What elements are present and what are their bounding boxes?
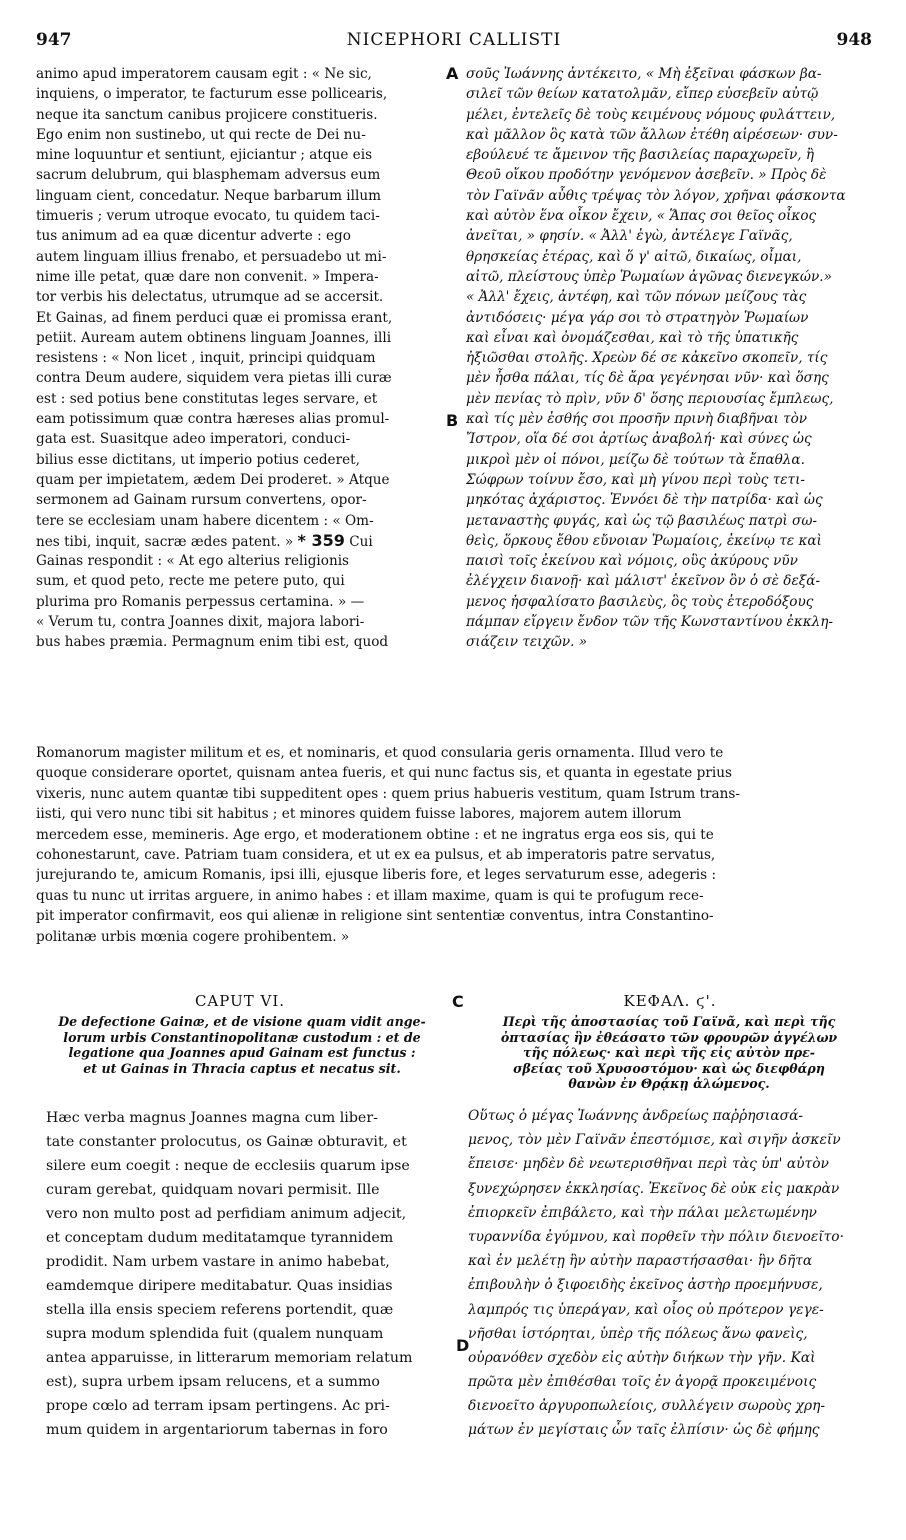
latin-top-line: gata est. Suasitque adeo imperatori, conduci- [36, 431, 351, 448]
latin-top-line: nime ille petat, quæ dare non convenit. » Impera- [36, 268, 379, 285]
latin-full-line: iisti, qui vero nunc tibi sit habitus ; et minores quidem fuisse labores, majorem autem illorum [36, 806, 682, 823]
latin-bottom-line: curam gerebat, quidquam novari permisit. Ille [46, 1182, 380, 1198]
margin-letter-a: A [446, 64, 459, 83]
chapter-summary-greek-line: ὀπτασίας ἣν ἐθεάσατο τῶν φρουρῶν ἀγγέλων [500, 1029, 838, 1045]
greek-top-line: Θεοῦ οἴκου προδότην γενόμενον ἀσεβεῖν. » Πρὸς δὲ [466, 167, 827, 184]
margin-letter-c: C [452, 992, 464, 1011]
latin-top-line: tus animum ad ea quæ dicentur adverte : ego [36, 228, 351, 245]
greek-top-line: μικροὶ μὲν οἱ πόνοι, μείζω δὲ τούτων τὰ ἔπαθλα. [466, 451, 805, 468]
latin-top-line: sum, et quod peto, recte me petere puto, qui [36, 573, 345, 590]
latin-top-line: resistens : « Non licet , inquit, principi quidquam [36, 350, 376, 367]
greek-top-line: αἰτῶ, πλείστους ὑπὲρ Ῥωμαίων ἀγῶνας διενεγκών.» [466, 268, 832, 285]
greek-bottom-line: ἐπιβουλὴν ὁ ξιφοειδὴς ἐκεῖνος ἀστὴρ προεμήνυσε, [468, 1277, 823, 1294]
latin-top-line: linguam cient, concedatur. Neque barbarum illum [36, 187, 381, 204]
latin-top-line: neque ita sanctum canibus projicere constitueris. [36, 106, 378, 123]
chapter-summary-latin-line: De defectione Gainæ, et de visione quam vidit ange- [58, 1014, 426, 1029]
latin-bottom-line: antea apparuisse, in litterarum memoriam relatum [46, 1350, 413, 1366]
latin-bottom-line: supra modum splendida fuit (qualem nunquam [46, 1326, 384, 1342]
latin-top-line: eam potissimum quæ contra hæreses alias promul- [36, 411, 390, 428]
latin-top-line: animo apud imperatorem causam egit : « Ne sic, [36, 66, 372, 82]
greek-top-line: « Ἀλλ' ἔχεις, ἀντέφη, καὶ τῶν πόνων μείζους τὰς [466, 289, 807, 306]
latin-full-line: pit imperator confirmavit, eos qui alienæ in religione sint sententiæ conventus, intra Constantino- [36, 908, 714, 925]
latin-top-line: est : sed potius bene constitutas leges servare, et [36, 390, 378, 407]
latin-top-line: tere se ecclesiam unam habere dicentem : « Om- [36, 512, 374, 529]
greek-bottom-line: μάτων ἐν μεγίσταις ὧν ταῖς ἐλπίσιν· ὡς δὲ φήμης [468, 1422, 820, 1439]
chapter-summary-greek-line: τῆς πόλεως· καὶ περὶ τῆς εἰς αὐτὸν πρε- [523, 1045, 815, 1061]
greek-bottom-line: τυραννίδα ἐγύμνου, καὶ πορθεῖν τὴν πόλιν διενοεῖτο· [468, 1228, 844, 1245]
latin-bottom-line: stella illa ensis speciem referens portendit, quæ [46, 1302, 394, 1318]
latin-top-line: petiit. Auream autem obtinens linguam Joannes, illi [36, 329, 392, 346]
latin-line-tail: Cui [344, 533, 373, 550]
chapter-summary-latin [36, 1014, 448, 1076]
greek-top-line: τὸν Γαϊνᾶν αὖθις τρέψας τὸν λόγον, χρῆναι φάσκοντα [466, 187, 846, 204]
greek-column-top [466, 64, 870, 653]
greek-top-line: μὲν πενίας τὸ πρὶν, νῦν δ' ὅσης περιουσίας ἔμπλεως, [466, 390, 834, 407]
greek-bottom-line: λαμπρός τις ὑπεράγαν, καὶ οἷος οὐ πρότερον γεγε- [468, 1301, 824, 1318]
latin-bottom-line: prope cœlo ad terram ipsam pertingens. Ac pri- [46, 1398, 390, 1414]
running-title: NICEPHORI CALLISTI [346, 30, 562, 50]
latin-full-line: Romanorum magister militum et es, et nominaris, et quod consularia geris ornamenta. Illud vero te [36, 745, 724, 761]
greek-top-line: μὲν ἦσθα πάλαι, τίς δὲ ἄρα γεγένησαι νῦν· καὶ ὅσης [466, 370, 829, 387]
greek-bottom-line: ἐπιορκεῖν ἐπιβάλετο, καὶ τὴν πάλαι μελετωμένην [468, 1204, 817, 1221]
latin-column-top [36, 64, 444, 653]
greek-top-line: Ἴστρον, οἵα δέ σοι ἀρτίως ἀναβολή· καὶ σύνες ὡς [466, 431, 812, 448]
chapter-summary-latin-line: legatione qua Joannes apud Gainam est functus : [68, 1045, 416, 1061]
greek-top-line: μέλει, ἐντελεῖς δὲ τοὺς κειμένους νόμους φυλάττειν, [466, 106, 836, 123]
greek-top-line: πάμπαν εἴργειν ἔνδον τῶν τῆς Κωνσταντίνου ἐκκλη- [466, 614, 834, 631]
chapter-summary-greek-line: σβείας τοῦ Χρυσοστόμου· καὶ ὡς διεφθάρη [513, 1060, 825, 1076]
greek-bottom-line: οὐρανόθεν σχεδὸν εἰς αὐτὴν διήκων τὴν γῆν. Καὶ [468, 1349, 816, 1366]
greek-top-line: μηκότας ἀχάριστος. Ἐννόει δὲ τὴν πατρίδα· καὶ ὡς [466, 492, 823, 509]
latin-top-line: timueris ; verum utroque evocato, tu quidem taci- [36, 208, 380, 225]
latin-bottom-line: tate constanter prolocutus, os Gainæ obturavit, et [46, 1134, 407, 1150]
greek-top-line: Σώφρων τοίνυν ἔσο, καὶ μὴ γίνου περὶ τοὺς τετι- [466, 471, 805, 488]
latin-bottom-line: Hæc verba magnus Joannes magna cum liber- [46, 1110, 378, 1126]
latin-top-line: mine loquuntur et sentiunt, ejiciantur ; atque eis [36, 147, 373, 164]
page-number-right: 948 [836, 30, 872, 50]
latin-top-line: bilius esse dictitans, ut imperio potius cederet, [36, 451, 360, 468]
greek-top-line: ἀντιδόσεις· μέγα γάρ σοι τὸ στρατηγὸν Ῥωμαίων [466, 309, 809, 326]
greek-top-line: εβούλευέ τε ἄμεινον τῆς βασιλείας παραχωρεῖν, ἢ [466, 147, 815, 164]
greek-top-line: μεταναστὴς φυγάς, καὶ ὡς τῷ βασιλέως πατρὶ σω- [466, 512, 817, 529]
greek-bottom-line: πρῶτα μὲν ἐπιθέσθαι τοῖς ἐν ἀγορᾷ προκειμένοις [468, 1374, 817, 1391]
chapter-summary-greek-line: Περὶ τῆς ἀποστασίας τοῦ Γαϊνᾶ, καὶ περὶ τῆς [502, 1014, 836, 1029]
latin-top-line: contra Deum audere, siquidem vera pietas illi curæ [36, 370, 392, 387]
latin-bottom-line: est), supra urbem ipsam relucens, et a summo [46, 1374, 380, 1390]
latin-full-width-text [36, 743, 872, 947]
chapter-summary-greek [466, 1014, 872, 1092]
latin-top-line: quam per impietatem, ædem Dei proderet. » Atque [36, 471, 390, 488]
greek-bottom-line: διενοεῖτο ἀργυροπωλείοις, συλλέγειν σωροὺς χρη- [468, 1398, 826, 1415]
greek-top-line: θρησκείας ἑτέρας, καὶ ὅ γ' αἰτῶ, δικαίως, οἶμαι, [466, 248, 802, 265]
latin-full-line: quas tu nunc ut irritas arguere, in animo habes : et illam maxime, quam is qui te profugum rece- [36, 887, 704, 904]
latin-bottom-line: prodidit. Nam urbem vastare in animo habebat, [46, 1254, 390, 1270]
greek-top-line: ἐλέγχειν διανοῇ· καὶ μάλιστ' ἐκεῖνον ὃν ὁ σὲ δεξά- [466, 573, 821, 590]
margin-letter-b: B [446, 411, 459, 430]
chapter-heading-latin: CAPUT VI. [194, 992, 286, 1010]
latin-bottom-line: et conceptam dudum meditatamque tyrannidem [46, 1230, 394, 1246]
greek-bottom-line: καὶ ἐν μελέτῃ ἣν αὐτὴν παραστήσασθαι· ἣν δῆτα [468, 1253, 813, 1270]
greek-bottom-line: μενος, τὸν μὲν Γαϊνᾶν ἐπεστόμισε, καὶ σιγῆν ἀσκεῖν [468, 1132, 841, 1149]
page-marker-359: * 359 [297, 530, 345, 550]
greek-top-line: ἠξιῶσθαι στολῆς. Χρεὼν δέ σε κἀκεῖνο σκοπεῖν, τίς [466, 350, 828, 367]
latin-column-bottom [46, 1106, 446, 1442]
latin-full-line: cohonestarunt, cave. Patriam tuam considera, et ut ex ea pulsus, et ab imperatoris patre servatus, [36, 846, 716, 863]
latin-top-line: Et Gainas, ad finem perduci quæ ei promissa erant, [36, 309, 393, 326]
greek-top-line: καὶ αὐτὸν ἕνα οἶκον ἔχειν, « Ἅπας σοι θεῖος οἶκος [466, 208, 817, 225]
greek-top-line: μενος ἠσφαλίσατο βασιλεὺς, ὃς τοὺς ἑτεροδόξους [466, 593, 814, 610]
greek-bottom-line: ἔπεισε· μηδὲν δὲ νεωτερισθῆναι περὶ τὰς ὑπ' αὐτὸν [468, 1156, 829, 1173]
latin-full-line: vixeris, nunc autem quantæ tibi suppeditent opes : quem prius habueris vestitum, quam Istrum trans- [36, 785, 740, 802]
latin-top-line: sermonem ad Gainam rursum convertens, opor- [36, 492, 367, 509]
greek-top-line: σοῦς Ἰωάννης ἀντέκειτο, « Μὴ ἐξεῖναι φάσκων βα- [466, 66, 822, 82]
running-header [36, 30, 872, 54]
latin-bottom-line: silere eum coegit : neque de ecclesiis quarum ipse [46, 1158, 410, 1174]
latin-top-line: Gainas respondit : « At ego alterius religionis [36, 553, 350, 570]
latin-full-line: jurejurando te, amicum Romanis, ipsi illi, ejusque liberis fore, et leges servaturum esse, adegeris : [36, 867, 717, 884]
margin-letter-d: D [456, 1336, 470, 1355]
latin-bottom-line: mum quidem in argentariorum tabernas in foro [46, 1422, 388, 1438]
latin-top-line: nes tibi, inquit, sacræ ædes patent. » * 359 Cui [36, 530, 373, 550]
latin-top-line: inquiens, o imperator, te facturum esse pollicearis, [36, 86, 388, 103]
latin-top-line: sacrum delubrum, qui blasphemam adversus eum [36, 167, 381, 184]
latin-bottom-line: vero non multo post ad perfidiam animum adjecit, [46, 1206, 407, 1222]
chapter-summary-greek-line: θανὼν ἐν Θρᾴκῃ ἁλώμενος. [568, 1076, 770, 1092]
latin-top-line: plurima pro Romanis perpessus certamina. » — [36, 593, 365, 610]
latin-top-line: Ego enim non sustinebo, ut qui recte de Dei nu- [36, 126, 366, 143]
latin-top-line: « Verum tu, contra Joannes dixit, majora labori- [36, 614, 365, 631]
greek-bottom-line: νῆσθαι ἱστόρηται, ὑπὲρ τῆς πόλεως ἄνω φανεὶς, [468, 1325, 808, 1342]
latin-full-line: quoque considerare oportet, quisnam antea fueris, et qui nunc factus sis, et quanta in egestate prius [36, 765, 732, 782]
greek-top-line: καὶ τίς μὲν ἐσθής σοι προσῆν πρινὴ διαβῆναι τὸν [466, 411, 808, 428]
greek-top-line: θεὶς, ὅρκους ἔθου εὔνοιαν Ῥωμαίοις, ἐκείνῳ τε καὶ [466, 532, 822, 549]
greek-column-bottom [468, 1104, 872, 1443]
greek-bottom-line: Οὕτως ὁ μέγας Ἰωάννης ἀνδρείως παῤῥησιασά- [468, 1108, 804, 1124]
greek-bottom-line: ξυνεχώρησεν ἐκκλησίας. Ἐκεῖνος δὲ οὐκ εἰς μακρὰν [468, 1180, 840, 1197]
greek-top-line: σιάζειν τειχῶν. » [466, 634, 588, 651]
greek-top-line: παισὶ τοῖς ἐκείνου καὶ νόμοις, οὓς ἀκύρους νῦν [466, 553, 798, 570]
greek-top-line: καὶ εἶναι καὶ ὀνομάζεσθαι, καὶ τὸ τῆς ὑπατικῆς [466, 329, 799, 346]
chapter-summary-latin-line: lorum urbis Constantinopolitanæ custodum : et de [63, 1029, 421, 1045]
page-number-left: 947 [36, 30, 72, 50]
latin-top-line: bus habes præmia. Permagnum enim tibi est, quod [36, 634, 389, 651]
chapter-heading-greek: ΚΕΦΑΛ. ϛ'. [623, 992, 717, 1010]
greek-top-line: ἀνεῖται, » φησίν. « Ἀλλ' ἐγὼ, ἀντέλεγε Γαϊνᾶς, [466, 228, 793, 245]
latin-full-line: mercedem esse, memineris. Age ergo, et moderationem obtine : et ne ingratus erga eos sis, qui te [36, 826, 714, 843]
latin-top-line: autem linguam illius frenabo, et persuadebo ut mi- [36, 248, 387, 265]
latin-top-line: tor verbis his delectatus, utrumque ad se accersit. [36, 289, 384, 306]
latin-full-line: politanæ urbis mœnia cogere prohibentem. » [36, 928, 350, 945]
greek-top-line: καὶ μᾶλλον ὃς κατὰ τῶν ἄλλων ἐτέθη αἱρέσεων· συν- [466, 126, 838, 143]
greek-top-line: σιλεῖ τῶν θείων κατατολμᾶν, εἴπερ εὐσεβεῖν αὐτῷ [466, 86, 819, 103]
chapter-summary-latin-line: et ut Gainas in Thracia captus et necatus sit. [83, 1060, 401, 1076]
latin-bottom-line: eamdemque diripere meditabatur. Quas insidias [46, 1278, 393, 1294]
